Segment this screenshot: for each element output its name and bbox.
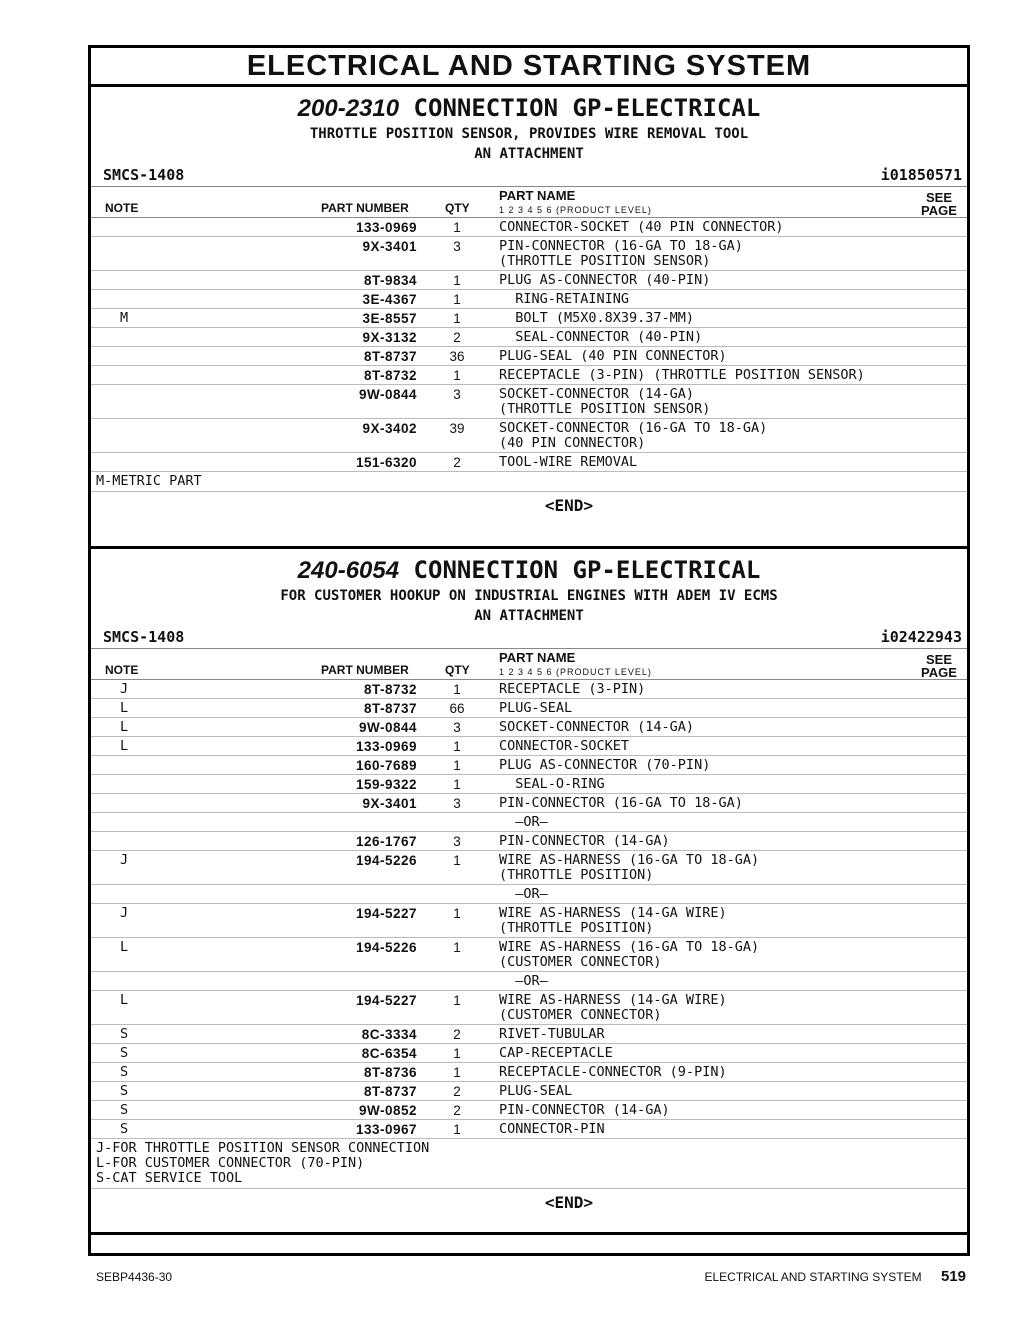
col-see: SEE xyxy=(925,190,952,205)
part-name-cell: WIRE AS-HARNESS (16-GA TO 18-GA) (THROTTLE POSITION) xyxy=(499,852,760,883)
note-cell: L xyxy=(120,738,129,754)
table-row xyxy=(91,737,967,756)
table-row xyxy=(91,1082,967,1101)
group-number: 200-2310 xyxy=(297,95,400,122)
qty-cell: 3 xyxy=(453,239,461,254)
part-number-cell: 8T-9834 xyxy=(363,273,417,288)
smcs-line xyxy=(91,164,967,187)
part-name-cell: CONNECTOR-PIN xyxy=(499,1121,605,1137)
group-section-2 xyxy=(91,549,967,1235)
smcs-code: SMCS-1408 xyxy=(103,166,185,184)
table-row xyxy=(91,813,967,832)
part-number-cell: 9W-0844 xyxy=(358,720,417,735)
col-page: PAGE xyxy=(921,665,957,680)
part-name-cell: PIN-CONNECTOR (16-GA TO 18-GA) (THROTTLE POSITION SENSOR) xyxy=(499,238,743,269)
col-part-number: PART NUMBER xyxy=(321,201,409,215)
note-cell: S xyxy=(120,1045,129,1061)
part-number-cell: 8T-8737 xyxy=(363,349,417,364)
qty-cell: 1 xyxy=(453,1065,461,1080)
qty-cell: 3 xyxy=(453,834,461,849)
part-number-cell: 8T-8737 xyxy=(363,701,417,716)
part-name-cell: —OR— xyxy=(499,973,548,989)
part-name-cell: RIVET-TUBULAR xyxy=(499,1026,605,1042)
table-row xyxy=(91,419,967,453)
qty-cell: 2 xyxy=(453,1027,461,1042)
table-row xyxy=(91,237,967,271)
group-title xyxy=(91,93,967,124)
part-name-cell: SEAL-CONNECTOR (40-PIN) xyxy=(499,329,703,345)
qty-cell: 1 xyxy=(453,1122,461,1137)
footnote: M-METRIC PART xyxy=(96,473,202,489)
col-part-name: PART NAME xyxy=(499,188,576,203)
qty-cell: 1 xyxy=(453,311,461,326)
part-number-cell: 194-5227 xyxy=(355,906,417,921)
qty-cell: 3 xyxy=(453,387,461,402)
page-footer xyxy=(96,1268,970,1288)
part-number-cell: 9X-3132 xyxy=(362,330,417,345)
qty-cell: 1 xyxy=(453,368,461,383)
qty-cell: 3 xyxy=(453,796,461,811)
part-name-cell: PLUG-SEAL xyxy=(499,1083,573,1099)
part-number-cell: 8T-8732 xyxy=(363,368,417,383)
end-marker: <END> xyxy=(544,1193,594,1212)
group-title xyxy=(91,555,967,586)
part-number-cell: 9X-3401 xyxy=(362,796,417,811)
group-section-1 xyxy=(91,87,967,549)
table-row xyxy=(91,1120,967,1139)
smcs-code: SMCS-1408 xyxy=(103,628,185,646)
part-number-cell: 194-5226 xyxy=(355,940,417,955)
part-name-cell: PLUG AS-CONNECTOR (40-PIN) xyxy=(499,272,711,288)
qty-cell: 39 xyxy=(449,421,465,436)
group-subtitle: FOR CUSTOMER HOOKUP ON INDUSTRIAL ENGINES WITH ADEM IV ECMS xyxy=(280,588,778,604)
qty-cell: 3 xyxy=(453,720,461,735)
footer-right xyxy=(704,1268,966,1285)
part-number-cell: 9W-0844 xyxy=(358,387,417,402)
table-row xyxy=(91,972,967,991)
col-qty: QTY xyxy=(445,201,470,215)
column-header xyxy=(91,187,967,218)
qty-cell: 36 xyxy=(449,349,465,364)
part-number-cell: 8T-8737 xyxy=(363,1084,417,1099)
qty-cell: 1 xyxy=(453,993,461,1008)
col-see: SEE xyxy=(925,652,952,667)
qty-cell: 1 xyxy=(453,1046,461,1061)
note-cell: L xyxy=(120,719,129,735)
part-number-cell: 9X-3402 xyxy=(362,421,417,436)
note-cell: J xyxy=(120,852,129,868)
note-cell: M xyxy=(120,310,129,326)
col-product-levels: 1 2 3 4 5 6 (PRODUCT LEVEL) xyxy=(499,667,652,677)
qty-cell: 1 xyxy=(453,906,461,921)
part-name-cell: SOCKET-CONNECTOR (14-GA) (THROTTLE POSITION SENSOR) xyxy=(499,386,711,417)
col-product-levels: 1 2 3 4 5 6 (PRODUCT LEVEL) xyxy=(499,205,652,215)
part-name-cell: RECEPTACLE (3-PIN) (THROTTLE POSITION SENSOR) xyxy=(499,367,865,383)
part-number-cell: 9W-0852 xyxy=(358,1103,417,1118)
part-name-cell: CONNECTOR-SOCKET (40 PIN CONNECTOR) xyxy=(499,219,784,235)
table-row xyxy=(91,794,967,813)
footer-section: ELECTRICAL AND STARTING SYSTEM xyxy=(704,1270,922,1284)
col-part-name: PART NAME xyxy=(499,650,576,665)
part-name-cell: RING-RETAINING xyxy=(499,291,630,307)
table-row xyxy=(91,775,967,794)
qty-cell: 1 xyxy=(453,758,461,773)
col-qty: QTY xyxy=(445,663,470,677)
part-number-cell: 3E-8557 xyxy=(362,311,417,326)
info-id: i02422943 xyxy=(880,628,962,646)
part-number-cell: 160-7689 xyxy=(355,758,417,773)
notes-block xyxy=(91,472,967,492)
part-name-cell: SOCKET-CONNECTOR (14-GA) xyxy=(499,719,695,735)
group-subtitle: AN ATTACHMENT xyxy=(474,146,584,162)
qty-cell: 1 xyxy=(453,682,461,697)
part-name-cell: BOLT (M5X0.8X39.37-MM) xyxy=(499,310,695,326)
col-note: NOTE xyxy=(105,201,139,215)
info-id: i01850571 xyxy=(880,166,962,184)
end-marker: <END> xyxy=(544,496,594,515)
group-number: 240-6054 xyxy=(297,557,400,584)
parts-list xyxy=(91,218,967,472)
table-row xyxy=(91,991,967,1025)
col-page: PAGE xyxy=(921,203,957,218)
note-cell: S xyxy=(120,1026,129,1042)
table-row xyxy=(91,1063,967,1082)
part-number-cell: 8T-8732 xyxy=(363,682,417,697)
part-name-cell: CAP-RECEPTACLE xyxy=(499,1045,613,1061)
part-name-cell: —OR— xyxy=(499,814,548,830)
qty-cell: 2 xyxy=(453,1103,461,1118)
group-header xyxy=(91,87,967,164)
notes-block xyxy=(91,1139,967,1189)
qty-cell: 1 xyxy=(453,940,461,955)
page-title: ELECTRICAL AND STARTING SYSTEM xyxy=(91,48,967,87)
table-row xyxy=(91,885,967,904)
part-name-cell: CONNECTOR-SOCKET xyxy=(499,738,630,754)
group-name: CONNECTION GP-ELECTRICAL xyxy=(413,94,761,122)
note-cell: L xyxy=(120,939,129,955)
part-name-cell: RECEPTACLE-CONNECTOR (9-PIN) xyxy=(499,1064,727,1080)
table-row xyxy=(91,347,967,366)
part-number-cell: 133-0969 xyxy=(355,739,417,754)
table-row xyxy=(91,385,967,419)
page-number: 519 xyxy=(940,1268,966,1285)
part-name-cell: SOCKET-CONNECTOR (16-GA TO 18-GA) (40 PIN CONNECTOR) xyxy=(499,420,768,451)
note-cell: S xyxy=(120,1102,129,1118)
table-row xyxy=(91,290,967,309)
qty-cell: 1 xyxy=(453,853,461,868)
col-see-page xyxy=(909,191,969,217)
part-number-cell: 9X-3401 xyxy=(362,239,417,254)
part-number-cell: 194-5226 xyxy=(355,853,417,868)
table-row xyxy=(91,453,967,472)
note-cell: S xyxy=(120,1121,129,1137)
table-row xyxy=(91,938,967,972)
table-row xyxy=(91,699,967,718)
part-name-cell: PLUG-SEAL xyxy=(499,700,573,716)
table-row xyxy=(91,832,967,851)
group-subtitle: AN ATTACHMENT xyxy=(474,608,584,624)
part-number-cell: 133-0969 xyxy=(355,220,417,235)
part-name-cell: WIRE AS-HARNESS (14-GA WIRE) (CUSTOMER CONNECTOR) xyxy=(499,992,727,1023)
qty-cell: 1 xyxy=(453,273,461,288)
col-part-number: PART NUMBER xyxy=(321,663,409,677)
part-number-cell: 133-0967 xyxy=(355,1122,417,1137)
table-row xyxy=(91,680,967,699)
footnote: S-CAT SERVICE TOOL xyxy=(96,1170,243,1186)
col-see-page xyxy=(909,653,969,679)
qty-cell: 1 xyxy=(453,292,461,307)
qty-cell: 1 xyxy=(453,739,461,754)
qty-cell: 1 xyxy=(453,777,461,792)
part-name-cell: WIRE AS-HARNESS (14-GA WIRE) (THROTTLE POSITION) xyxy=(499,905,727,936)
part-number-cell: 126-1767 xyxy=(355,834,417,849)
note-cell: L xyxy=(120,992,129,1008)
part-name-cell: RECEPTACLE (3-PIN) xyxy=(499,681,646,697)
note-cell: J xyxy=(120,681,129,697)
table-row xyxy=(91,851,967,885)
table-row xyxy=(91,718,967,737)
note-cell: L xyxy=(120,700,129,716)
col-note: NOTE xyxy=(105,663,139,677)
part-number-cell: 3E-4367 xyxy=(362,292,417,307)
table-row xyxy=(91,1101,967,1120)
qty-cell: 2 xyxy=(453,455,461,470)
table-row xyxy=(91,328,967,347)
part-number-cell: 159-9322 xyxy=(355,777,417,792)
footnote: L-FOR CUSTOMER CONNECTOR (70-PIN) xyxy=(96,1155,365,1171)
smcs-line xyxy=(91,626,967,649)
part-name-cell: WIRE AS-HARNESS (16-GA TO 18-GA) (CUSTOMER CONNECTOR) xyxy=(499,939,760,970)
part-name-cell: PIN-CONNECTOR (16-GA TO 18-GA) xyxy=(499,795,743,811)
qty-cell: 1 xyxy=(453,220,461,235)
part-number-cell: 194-5227 xyxy=(355,993,417,1008)
part-number-cell: 8C-3334 xyxy=(361,1027,417,1042)
table-row xyxy=(91,1044,967,1063)
table-row xyxy=(91,1025,967,1044)
qty-cell: 2 xyxy=(453,330,461,345)
group-name: CONNECTION GP-ELECTRICAL xyxy=(413,556,761,584)
table-row xyxy=(91,271,967,290)
part-name-cell: SEAL-O-RING xyxy=(499,776,605,792)
parts-list xyxy=(91,680,967,1139)
qty-cell: 66 xyxy=(449,701,465,716)
document-id: SEBP4436-30 xyxy=(96,1270,173,1284)
part-name-cell: —OR— xyxy=(499,886,548,902)
column-header xyxy=(91,649,967,680)
part-name-cell: PLUG-SEAL (40 PIN CONNECTOR) xyxy=(499,348,727,364)
qty-cell: 2 xyxy=(453,1084,461,1099)
table-row xyxy=(91,904,967,938)
part-name-cell: TOOL-WIRE REMOVAL xyxy=(499,454,638,470)
part-number-cell: 8C-6354 xyxy=(361,1046,417,1061)
part-number-cell: 8T-8736 xyxy=(363,1065,417,1080)
note-cell: J xyxy=(120,905,129,921)
note-cell: S xyxy=(120,1064,129,1080)
table-row xyxy=(91,218,967,237)
part-name-cell: PLUG AS-CONNECTOR (70-PIN) xyxy=(499,757,711,773)
group-header xyxy=(91,549,967,626)
table-row xyxy=(91,366,967,385)
group-subtitle: THROTTLE POSITION SENSOR, PROVIDES WIRE REMOVAL TOOL xyxy=(309,126,749,142)
footnote: J-FOR THROTTLE POSITION SENSOR CONNECTION xyxy=(96,1140,430,1156)
table-row xyxy=(91,309,967,328)
catalog-page-frame xyxy=(88,45,970,1256)
table-row xyxy=(91,756,967,775)
part-name-cell: PIN-CONNECTOR (14-GA) xyxy=(499,1102,670,1118)
note-cell: S xyxy=(120,1083,129,1099)
part-number-cell: 151-6320 xyxy=(355,455,417,470)
part-name-cell: PIN-CONNECTOR (14-GA) xyxy=(499,833,670,849)
